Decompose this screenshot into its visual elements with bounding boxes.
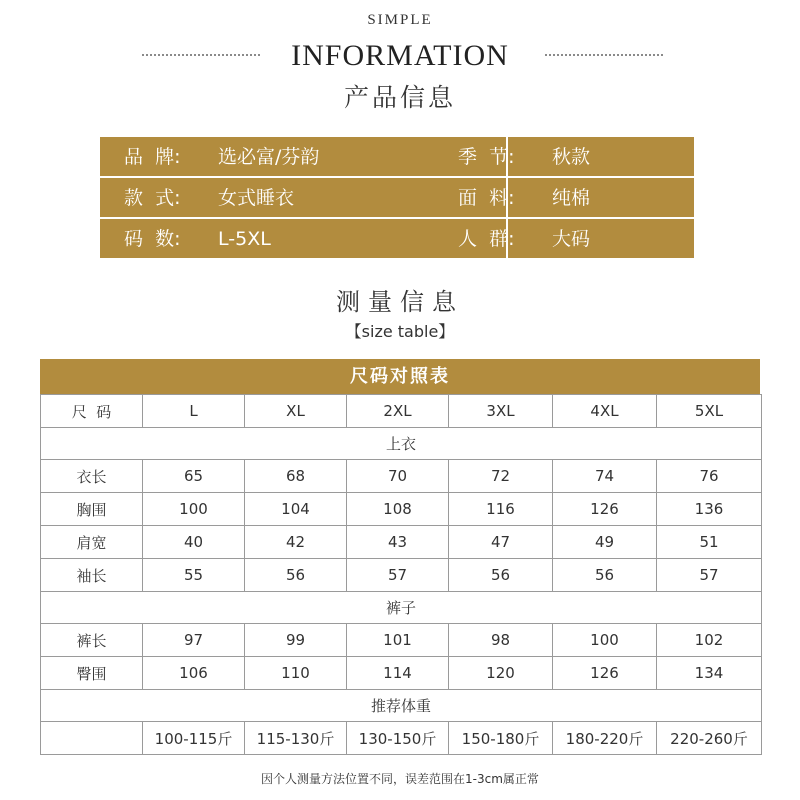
value-cell: 40 bbox=[143, 526, 245, 559]
weight-row bbox=[41, 722, 762, 755]
style-label: 款 式: bbox=[124, 187, 181, 209]
weight-cell: 100-115斤 bbox=[143, 722, 245, 755]
value-cell: 51 bbox=[657, 526, 762, 559]
value-cell: 104 bbox=[245, 493, 347, 526]
information-title: INFORMATION bbox=[291, 39, 509, 72]
size-row-label: 尺 码 bbox=[41, 395, 143, 428]
row-label: 胸围 bbox=[41, 493, 143, 526]
row-divider bbox=[100, 217, 694, 219]
weight-cell: 180-220斤 bbox=[553, 722, 657, 755]
information-header bbox=[0, 38, 800, 74]
season-label: 季 节: bbox=[458, 146, 515, 168]
brand-value: 选必富/芬韵 bbox=[218, 146, 320, 168]
weight-cell: 115-130斤 bbox=[245, 722, 347, 755]
row-label-empty bbox=[41, 722, 143, 755]
value-cell: 100 bbox=[553, 624, 657, 657]
dotted-divider-right bbox=[545, 54, 663, 56]
value-cell: 126 bbox=[553, 657, 657, 690]
value-cell: 100 bbox=[143, 493, 245, 526]
size-range-value: L-5XL bbox=[218, 228, 271, 250]
value-cell: 110 bbox=[245, 657, 347, 690]
value-cell: 72 bbox=[449, 460, 553, 493]
value-cell: 136 bbox=[657, 493, 762, 526]
value-cell: 98 bbox=[449, 624, 553, 657]
row-label: 裤长 bbox=[41, 624, 143, 657]
fabric-value: 纯棉 bbox=[552, 187, 591, 209]
size-cell: 3XL bbox=[449, 395, 553, 428]
value-cell: 57 bbox=[657, 559, 762, 592]
style-value: 女式睡衣 bbox=[218, 187, 295, 209]
value-cell: 68 bbox=[245, 460, 347, 493]
size-chart-title: 尺码对照表 bbox=[40, 359, 760, 395]
value-cell: 97 bbox=[143, 624, 245, 657]
value-cell: 76 bbox=[657, 460, 762, 493]
size-range-label: 码 数: bbox=[124, 228, 181, 250]
value-cell: 56 bbox=[245, 559, 347, 592]
value-cell: 47 bbox=[449, 526, 553, 559]
people-label: 人 群: bbox=[458, 228, 515, 250]
table-row bbox=[41, 624, 762, 657]
section-row-top bbox=[41, 428, 762, 460]
value-cell: 56 bbox=[553, 559, 657, 592]
value-cell: 126 bbox=[553, 493, 657, 526]
table-row bbox=[41, 657, 762, 690]
value-cell: 42 bbox=[245, 526, 347, 559]
weight-cell: 150-180斤 bbox=[449, 722, 553, 755]
value-cell: 49 bbox=[553, 526, 657, 559]
fabric-label: 面 料: bbox=[458, 187, 515, 209]
product-info-table bbox=[100, 137, 694, 258]
row-label: 衣长 bbox=[41, 460, 143, 493]
value-cell: 106 bbox=[143, 657, 245, 690]
row-label: 袖长 bbox=[41, 559, 143, 592]
weight-cell: 220-260斤 bbox=[657, 722, 762, 755]
section-row-pants bbox=[41, 592, 762, 624]
section-label-weight: 推荐体重 bbox=[41, 690, 762, 722]
value-cell: 114 bbox=[347, 657, 449, 690]
value-cell: 99 bbox=[245, 624, 347, 657]
measurement-note: 因个人测量方法位置不同，误差范围在1-3cm属正常 bbox=[261, 772, 539, 786]
value-cell: 57 bbox=[347, 559, 449, 592]
size-header-row bbox=[41, 395, 762, 428]
weight-cell: 130-150斤 bbox=[347, 722, 449, 755]
table-row bbox=[41, 493, 762, 526]
people-value: 大码 bbox=[552, 228, 591, 250]
value-cell: 102 bbox=[657, 624, 762, 657]
value-cell: 101 bbox=[347, 624, 449, 657]
simple-label: SIMPLE bbox=[367, 12, 433, 28]
table-row bbox=[41, 460, 762, 493]
size-chart-table bbox=[40, 394, 762, 755]
row-label: 臀围 bbox=[41, 657, 143, 690]
brand-label: 品 牌: bbox=[124, 146, 181, 168]
value-cell: 116 bbox=[449, 493, 553, 526]
table-row bbox=[41, 559, 762, 592]
size-cell: XL bbox=[245, 395, 347, 428]
row-divider bbox=[100, 176, 694, 178]
value-cell: 70 bbox=[347, 460, 449, 493]
value-cell: 134 bbox=[657, 657, 762, 690]
size-cell: 5XL bbox=[657, 395, 762, 428]
value-cell: 74 bbox=[553, 460, 657, 493]
table-row bbox=[41, 526, 762, 559]
product-info-title: 产品信息 bbox=[343, 83, 456, 112]
size-cell: L bbox=[143, 395, 245, 428]
value-cell: 108 bbox=[347, 493, 449, 526]
size-cell: 2XL bbox=[347, 395, 449, 428]
section-row-weight bbox=[41, 690, 762, 722]
row-label: 肩宽 bbox=[41, 526, 143, 559]
value-cell: 43 bbox=[347, 526, 449, 559]
value-cell: 120 bbox=[449, 657, 553, 690]
size-table-subtitle: 【size table】 bbox=[345, 322, 455, 341]
season-value: 秋款 bbox=[552, 146, 591, 168]
section-label-top: 上衣 bbox=[41, 428, 762, 460]
value-cell: 56 bbox=[449, 559, 553, 592]
section-label-pants: 裤子 bbox=[41, 592, 762, 624]
measure-info-title: 测量信息 bbox=[336, 288, 464, 316]
value-cell: 65 bbox=[143, 460, 245, 493]
value-cell: 55 bbox=[143, 559, 245, 592]
size-cell: 4XL bbox=[553, 395, 657, 428]
